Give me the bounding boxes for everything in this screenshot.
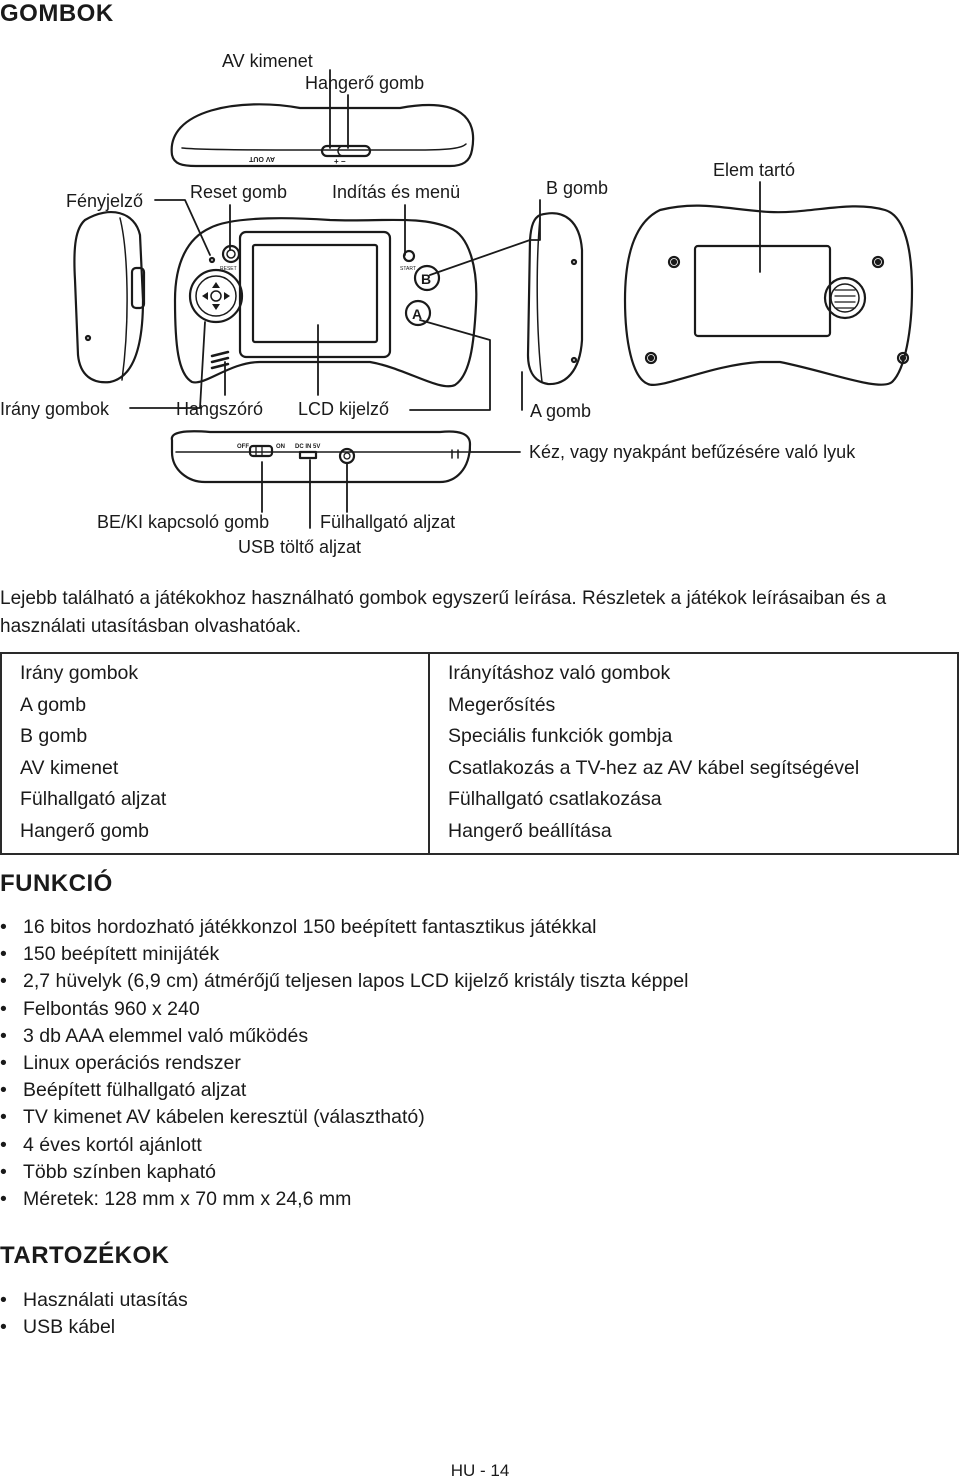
list-item: • 150 beépített minijáték [0,941,688,968]
label-start: Indítás és menü [332,182,461,202]
bullet-icon: • [0,1289,7,1311]
bullet-icon: • [0,1316,7,1339]
button-function: Speciális funkciók gombja [448,725,673,747]
label-usb: USB töltő aljzat [238,537,362,557]
page-number: HU - 14 [450,1461,510,1480]
label-lcd: LCD kijelző [298,399,390,419]
left-side-view [74,212,144,382]
label-speaker: Hangszóró [176,399,264,419]
button-name: A gomb [20,693,87,716]
button-function: Megerősítés [448,693,556,716]
label-reset: Reset gomb [190,182,288,202]
button-function: Csatlakozás a TV-hez az AV kábel segítségével [448,756,860,779]
button-function: Fülhallgató csatlakozása [448,788,662,810]
start-marking: START [400,266,416,272]
label-led: Fényjelző [66,191,144,211]
feature-list [0,914,688,1213]
list-item: • 3 db AAA elemmel való működés [0,1023,688,1050]
button-table [0,652,959,855]
button-names-cell [1,653,429,854]
front-view [175,218,476,386]
b-marking: B [421,271,432,287]
bullet-icon: • [0,997,7,1020]
table-row [1,653,958,854]
button-name: AV kimenet [20,756,119,779]
list-item: • Több színben kapható [0,1159,688,1186]
bottom-view [172,431,470,482]
list-item: • Felbontás 960 x 240 [0,996,688,1023]
section-title-gombok: GOMBOK [0,0,114,27]
button-function: Irányításhoz való gombok [448,662,671,684]
label-volume: Hangerő gomb [305,73,425,93]
button-function: Hangerő beállítása [448,819,612,842]
label-av-out: AV kimenet [222,51,313,71]
intro-paragraph: Lejebb található a játékokhoz használható gombok egyszerű leírása. Részletek a játékok leírásaiban és a használati utasításban olvashatóak. [0,588,887,637]
button-name: Hangerő gomb [20,819,149,842]
list-item: • TV kimenet AV kábelen keresztül (választható) [0,1104,688,1131]
bullet-icon: • [0,1051,7,1074]
bullet-icon: • [0,1024,7,1047]
label-strap-hole: Kéz, vagy nyakpánt befűzésére való lyuk [529,442,856,462]
volume-marking: + − [334,157,346,166]
label-headphone: Fülhallgató aljzat [320,512,456,532]
list-item: • Méretek: 128 mm x 70 mm x 24,6 mm [0,1186,688,1213]
label-a-button: A gomb [530,401,592,421]
bullet-icon: • [0,1133,7,1156]
on-marking: ON [276,444,285,450]
button-name: B gomb [20,725,88,747]
off-marking: OFF [237,444,249,450]
bullet-icon: • [0,1106,7,1129]
reset-marking: RESET [220,266,237,272]
button-name: Fülhallgató aljzat [20,788,167,810]
back-view [625,206,912,385]
label-b-button: B gomb [546,178,609,198]
right-side-view [528,213,582,384]
bullet-icon: • [0,1079,7,1102]
bullet-icon: • [0,970,7,993]
device-diagram [0,0,960,570]
list-item: • 2,7 hüvelyk (6,9 cm) átmérőjű teljesen lapos LCD kijelző kristály tiszta képpel [0,968,688,995]
top-view [172,104,473,166]
list-item: • Linux operációs rendszer [0,1050,688,1077]
dcin-marking: DC IN 5V [295,444,321,450]
label-battery: Elem tartó [713,160,796,180]
label-power-switch: BE/KI kapcsoló gomb [97,512,270,532]
bullet-icon: • [0,1187,7,1210]
list-item: • 4 éves kortól ajánlott [0,1132,688,1159]
a-marking: A [412,306,423,322]
section-title-tartozekok: TARTOZÉKOK [0,1242,170,1269]
bullet-icon: • [0,943,7,966]
button-functions-cell [429,653,958,854]
section-title-funkcio: FUNKCIÓ [0,870,113,897]
bullet-icon: • [0,916,7,938]
button-name: Irány gombok [20,662,139,684]
av-out-marking: AV OUT [249,155,275,162]
bullet-icon: • [0,1160,7,1183]
accessory-list [0,1287,188,1341]
list-item: • Használati utasítás [0,1287,188,1314]
list-item: • Beépített fülhallgató aljzat [0,1077,688,1104]
list-item: • USB kábel [0,1314,188,1341]
label-dpad: Irány gombok [0,399,110,419]
list-item: • 16 bitos hordozható játékkonzol 150 beépített fantasztikus játékkal [0,914,688,941]
